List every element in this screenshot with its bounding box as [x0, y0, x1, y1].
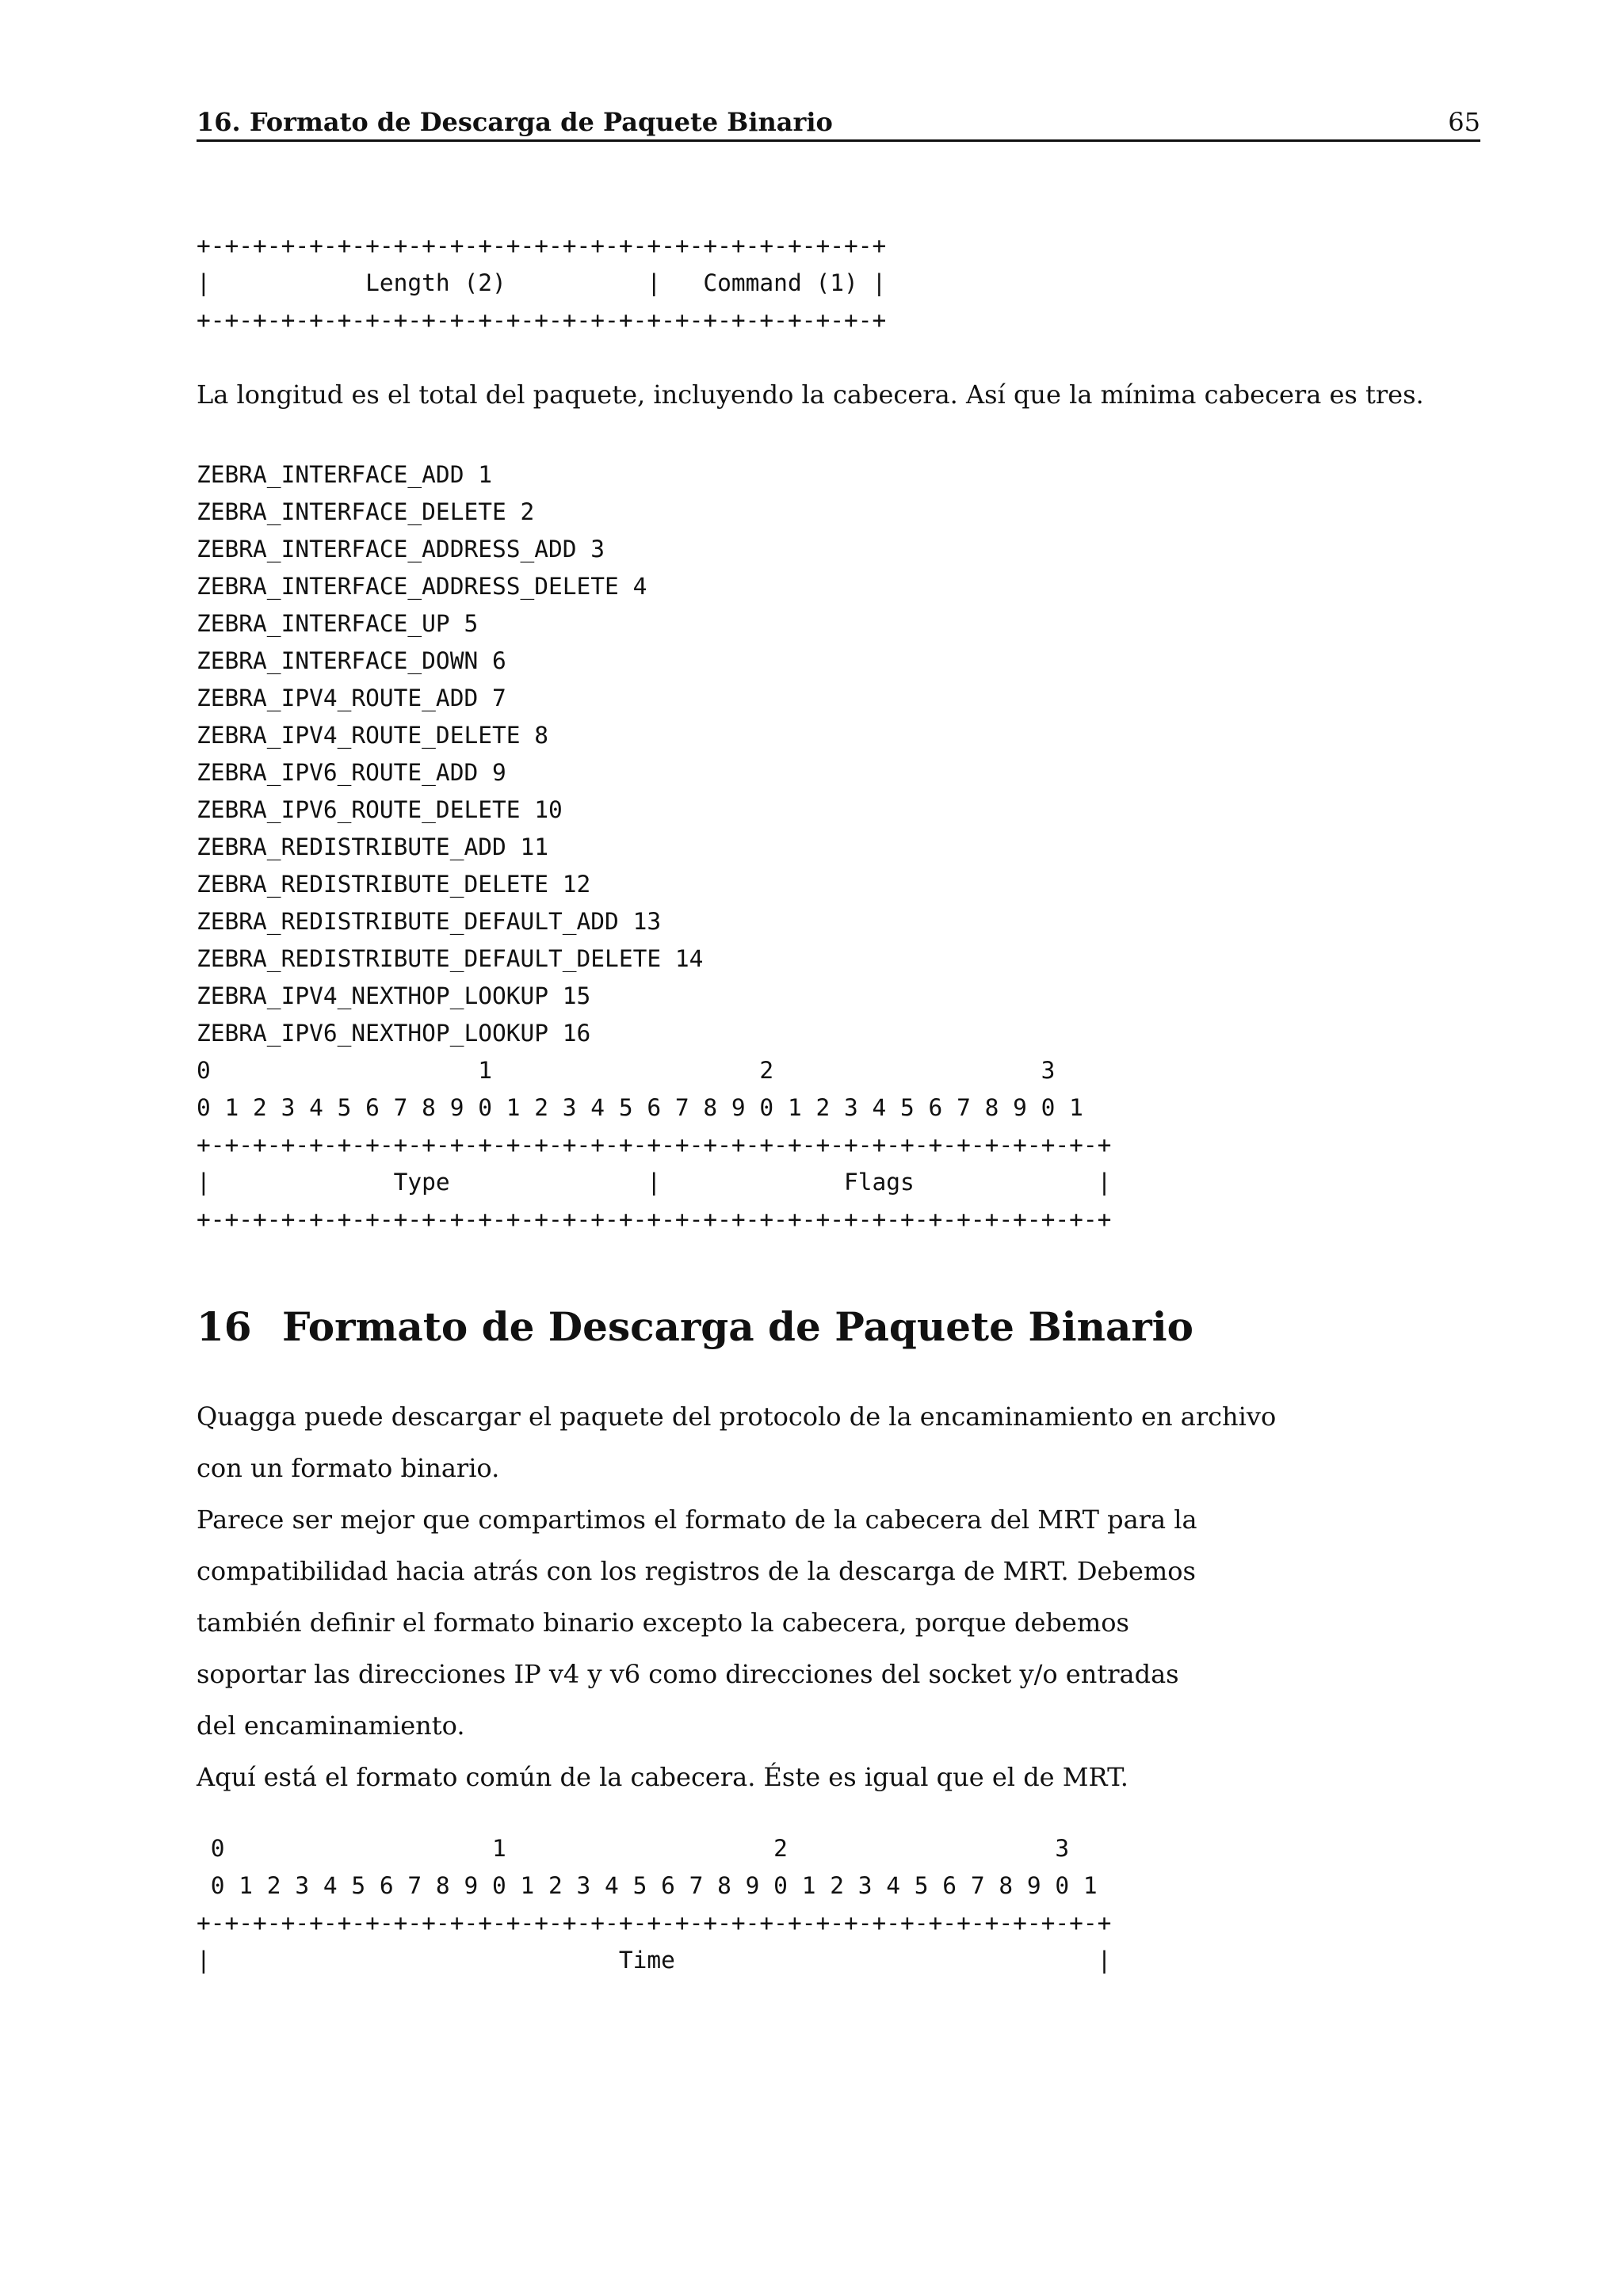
body-line: con un formato binario. — [197, 1453, 500, 1483]
body-line: del encaminamiento. — [197, 1711, 465, 1741]
length-command-diagram: +-+-+-+-+-+-+-+-+-+-+-+-+-+-+-+-+-+-+-+-+-+-+-+-+ | Length (2) | Command (1) | +-+-+-+-+-+-+-+-+-+-+-+-+-+-+-+-+-+-+-+-+-+-+-+-+ — [197, 232, 887, 334]
body-line: compatibilidad hacia atrás con los registros de la descarga de MRT. Debemos — [197, 1556, 1196, 1586]
section-heading — [197, 1299, 1193, 1355]
page-number: 65 — [1448, 107, 1480, 137]
body-line: también definir el formato binario excepto la cabecera, porque debemos — [197, 1608, 1129, 1638]
time-header-diagram: 0 1 2 3 0 1 2 3 4 5 6 7 8 9 0 1 2 3 4 5 6 7 8 9 0 1 2 3 4 5 6 7 8 9 0 1 +-+-+-+-+-+-+-+-+-+-+-+-+-+-+-+-+-+-+-+-+-+-+-+-+-+-+-+-+-+-+-+-+ | Time | — [197, 1835, 1112, 1974]
body-line: soportar las direcciones IP v4 y v6 como direcciones del socket y/o entradas — [197, 1659, 1179, 1689]
section-title: Formato de Descarga de Paquete Binario — [282, 1303, 1194, 1350]
section-body — [197, 1391, 1276, 1803]
intro-paragraph: La longitud es el total del paquete, incluyendo la cabecera. Así que la mínima cabecera es tres. — [197, 379, 1424, 410]
type-flags-diagram: 0 1 2 3 0 1 2 3 4 5 6 7 8 9 0 1 2 3 4 5 6 7 8 9 0 1 2 3 4 5 6 7 8 9 0 1 +-+-+-+-+-+-+-+-+-+-+-+-+-+-+-+-+-+-+-+-+-+-+-+-+-+-+-+-+-+-+-+-+ | Type | Flags | +-+-+-+-+-+-+-+-+-+-+-+-+-+-+-+-+-+-+-+-+-+-+-+-+-+-+-+-+-+-+-+-+ — [197, 1057, 1112, 1233]
zebra-command-list: ZEBRA_INTERFACE_ADD 1 ZEBRA_INTERFACE_DELETE 2 ZEBRA_INTERFACE_ADDRESS_ADD 3 ZEBRA_INTERFACE_ADDRESS_DELETE 4 ZEBRA_INTERFACE_UP 5 ZEBRA_INTERFACE_DOWN 6 ZEBRA_IPV4_ROUTE_ADD 7 ZEBRA_IPV4_ROUTE_DELETE 8 ZEBRA_IPV6_ROUTE_ADD 9 ZEBRA_IPV6_ROUTE_DELETE 10 ZEBRA_REDISTRIBUTE_ADD 11 ZEBRA_REDISTRIBUTE_DELETE 12 ZEBRA_REDISTRIBUTE_DEFAULT_ADD 13 ZEBRA_REDISTRIBUTE_DEFAULT_DELETE 14 ZEBRA_IPV4_NEXTHOP_LOOKUP 15 ZEBRA_IPV6_NEXTHOP_LOOKUP 16 — [197, 461, 704, 1047]
body-line: Aquí está el formato común de la cabecera. Éste es igual que el de MRT. — [197, 1762, 1128, 1792]
running-header-title: 16. Formato de Descarga de Paquete Binario — [197, 107, 833, 137]
body-line: Quagga puede descargar el paquete del protocolo de la encaminamiento en archivo — [197, 1402, 1277, 1432]
section-number: 16 — [197, 1303, 252, 1350]
body-line: Parece ser mejor que compartimos el formato de la cabecera del MRT para la — [197, 1505, 1197, 1535]
running-header — [197, 105, 1480, 142]
